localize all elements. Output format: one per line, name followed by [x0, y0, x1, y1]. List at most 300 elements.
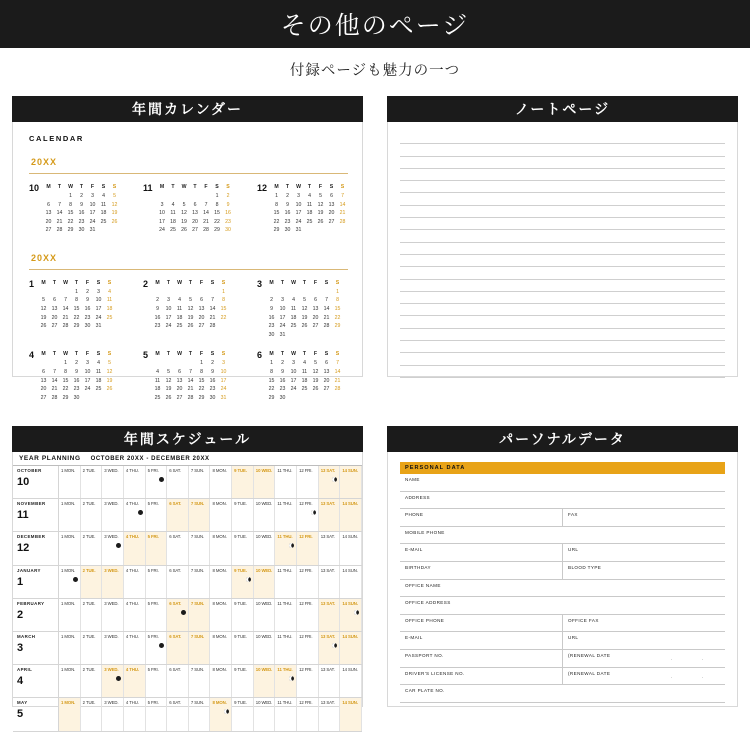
planning-day-cell[interactable] [81, 632, 103, 664]
calendar-day: 14 [62, 306, 69, 313]
planning-day-cell[interactable] [59, 698, 81, 730]
planning-day-cell[interactable] [254, 665, 276, 697]
calendar-dow-cell: T [171, 184, 175, 190]
planning-day-cell[interactable] [81, 466, 103, 498]
planning-day-cell[interactable] [146, 632, 168, 664]
planning-day-label: 1 MON. [61, 600, 76, 606]
note-line[interactable] [400, 169, 725, 181]
calendar-day: 18 [290, 314, 297, 321]
calendar-day: 13 [176, 377, 183, 384]
personal-data-field[interactable]: BLOOD TYPE [562, 562, 725, 579]
calendar-day: 2 [156, 297, 159, 304]
planning-day-cell[interactable] [102, 599, 124, 631]
personal-data-field[interactable]: (RENEWAL DATE . . [562, 668, 725, 685]
calendar-dow-row [157, 184, 234, 190]
calendar-day: 13 [198, 306, 205, 313]
calendar-days-grid [38, 288, 115, 331]
calendar-day: 2 [270, 297, 273, 304]
planning-day-label: 5 FRI. [147, 468, 159, 473]
note-line[interactable] [400, 157, 725, 169]
planning-day-cell[interactable] [340, 499, 362, 531]
planning-day-cell[interactable] [275, 665, 297, 697]
planning-day-cell[interactable] [232, 632, 254, 664]
planning-day-cell[interactable] [146, 499, 168, 531]
calendar-day: 10 [220, 368, 227, 375]
planning-day-cell[interactable] [102, 566, 124, 598]
planning-day-cell[interactable] [232, 665, 254, 697]
calendar-dow-cell: F [313, 351, 318, 358]
personal-data-field-spacer[interactable] [563, 685, 726, 702]
note-line[interactable] [400, 329, 725, 341]
calendar-month-head [257, 351, 345, 402]
calendar-day: 15 [198, 377, 205, 384]
calendar-day-blank [174, 288, 185, 297]
planning-day-cell[interactable] [146, 532, 168, 564]
calendar-day: 20 [51, 314, 58, 321]
planning-day-cell[interactable] [146, 665, 168, 697]
planning-day-cell[interactable] [102, 665, 124, 697]
personal-data-row [400, 527, 725, 545]
calendar-day: 23 [279, 386, 286, 393]
planning-day-label: 8 MON. [212, 600, 227, 606]
panel-grid [0, 90, 750, 750]
planning-day-cell[interactable] [81, 532, 103, 564]
planning-day-cell[interactable] [210, 466, 232, 498]
planning-day-label: 11 THU. [277, 633, 293, 639]
note-line[interactable] [400, 267, 725, 279]
calendar-day: 29 [268, 394, 275, 401]
calendar-day: 15 [334, 306, 341, 313]
planning-day-cell[interactable] [189, 698, 211, 730]
note-line[interactable] [400, 206, 725, 218]
personal-data-field[interactable]: ADDRESS [405, 494, 431, 500]
planning-day-cell[interactable] [59, 665, 81, 697]
calendar-day: 31 [220, 394, 227, 401]
calendar-dow-row [152, 351, 229, 357]
calendar-day: 20 [45, 218, 52, 225]
planning-day-label: 4 THU. [125, 633, 139, 639]
planning-day-cell[interactable] [340, 466, 362, 498]
planning-day-cell[interactable] [340, 632, 362, 664]
planning-day-cell[interactable] [297, 466, 319, 498]
note-line[interactable] [400, 341, 725, 353]
calendar-day: 7 [341, 193, 344, 199]
planning-day-cell[interactable] [275, 466, 297, 498]
calendar-day: 17 [84, 377, 91, 384]
calendar-day: 4 [308, 193, 311, 199]
personal-data-field[interactable]: URL [562, 632, 725, 649]
planning-day-cell[interactable] [59, 466, 81, 498]
planning-day-cell[interactable] [189, 566, 211, 598]
calendar-day: 8 [200, 368, 203, 375]
calendar-day: 27 [45, 227, 52, 234]
planning-day-cell[interactable] [59, 566, 81, 598]
calendar-day: 9 [156, 306, 159, 313]
planning-day-label: 9 TUE. [234, 468, 247, 473]
calendar-dow-cell: T [307, 184, 312, 190]
personal-data-field[interactable]: E-MAIL [405, 547, 423, 553]
personal-data-field[interactable]: OFFICE FAX [562, 615, 725, 632]
personal-data-field[interactable]: BIRTHDAY [405, 564, 432, 570]
planning-day-cell[interactable] [254, 499, 276, 531]
calendar-day: 18 [170, 218, 176, 225]
planning-day-cell[interactable] [124, 599, 146, 631]
planning-day-cell[interactable] [81, 698, 103, 730]
planning-day-cell[interactable] [232, 532, 254, 564]
planning-day-cell[interactable] [146, 698, 168, 730]
planning-day-cell[interactable] [254, 599, 276, 631]
planning-day-cell[interactable] [275, 566, 297, 598]
planning-day-cell[interactable] [189, 665, 211, 697]
planning-day-cell[interactable] [167, 532, 189, 564]
personal-data-field[interactable]: FAX [562, 509, 725, 526]
calendar-day: 28 [187, 394, 194, 401]
planning-day-cell[interactable] [102, 466, 124, 498]
planning-day-label: 11 THU. [277, 501, 293, 507]
planning-day-cell[interactable] [254, 698, 276, 730]
calendar-dow-cell: T [166, 351, 171, 358]
calendar-day: 9 [211, 368, 214, 375]
calendar-day-blank [190, 192, 201, 201]
planning-day-cell[interactable] [59, 532, 81, 564]
new-moon-icon [159, 643, 164, 648]
planning-day-cell[interactable] [210, 499, 232, 531]
calendar-dow-cell: T [302, 279, 307, 286]
calendar-month-head [257, 184, 345, 235]
calendar-day: 18 [100, 210, 107, 217]
header-bar [0, 0, 750, 48]
personal-data-field[interactable]: OFFICE PHONE [405, 617, 445, 623]
personal-data-field[interactable]: CAR PLATE NO. [405, 688, 445, 694]
planning-day-cell[interactable] [167, 698, 189, 730]
planning-day-cell[interactable] [275, 599, 297, 631]
planning-day-cell[interactable] [297, 632, 319, 664]
planning-day-cell[interactable] [297, 698, 319, 730]
personal-data-field-spacer[interactable] [563, 527, 726, 544]
planning-day-cell[interactable] [210, 665, 232, 697]
calendar-day: 14 [51, 377, 58, 384]
personal-data-field[interactable]: OFFICE NAME [405, 582, 441, 588]
personal-data-field-spacer[interactable] [563, 580, 726, 597]
calendar-dow-cell: W [177, 279, 182, 286]
note-line[interactable] [400, 193, 725, 205]
planning-month-name: MAY [17, 700, 28, 706]
planning-day-cells [59, 665, 362, 697]
note-line[interactable] [400, 218, 725, 230]
planning-day-cell[interactable] [340, 599, 362, 631]
planning-day-cell[interactable] [340, 566, 362, 598]
calendar-day: 18 [154, 386, 161, 393]
calendar-day-blank [49, 288, 60, 297]
calendar-dow-cell: S [112, 184, 117, 190]
planning-day-cell[interactable] [81, 566, 103, 598]
personal-data-field[interactable]: URL [562, 544, 725, 561]
planning-day-label: 1 MON. [61, 633, 76, 639]
planning-day-cell[interactable] [254, 566, 276, 598]
calendar-day: 9 [281, 368, 284, 375]
planning-day-cell[interactable] [81, 499, 103, 531]
planning-day-cell[interactable] [340, 532, 362, 564]
calendar-day: 16 [84, 306, 91, 313]
personal-data-field[interactable]: E-MAIL [405, 635, 423, 641]
calendar-day: 6 [314, 297, 317, 304]
calendar-day: 9 [270, 306, 273, 313]
planning-day-cell[interactable] [275, 532, 297, 564]
planning-day-label: 9 TUE. [234, 501, 247, 507]
planning-day-cell[interactable] [232, 499, 254, 531]
planning-day-label: 11 THU. [277, 700, 293, 706]
planning-day-cell[interactable] [167, 632, 189, 664]
calendar-day: 4 [156, 368, 159, 375]
calendar-day: 6 [42, 368, 45, 375]
planning-day-cell[interactable] [319, 698, 341, 730]
planning-day-cell[interactable] [146, 599, 168, 631]
planning-day-cell[interactable] [189, 632, 211, 664]
planning-day-cell[interactable] [232, 599, 254, 631]
planning-day-cell[interactable] [340, 665, 362, 697]
planning-day-cell[interactable] [297, 532, 319, 564]
calendar-month-number: 6 [257, 350, 263, 361]
calendar-day: 12 [317, 201, 324, 208]
planning-day-cell[interactable] [232, 566, 254, 598]
calendar-day-blank [168, 192, 179, 201]
planning-day-cell[interactable] [232, 466, 254, 498]
calendar-day: 11 [170, 210, 176, 217]
calendar-day: 3 [281, 297, 284, 304]
planning-day-cell[interactable] [189, 532, 211, 564]
calendar-day: 28 [51, 394, 58, 401]
calendar-day: 2 [75, 360, 78, 367]
personal-data-field-spacer[interactable] [563, 597, 726, 614]
calendar-day-blank [207, 288, 218, 297]
calendar-day: 22 [268, 386, 275, 393]
calendar-day: 24 [95, 314, 102, 321]
planning-day-cell[interactable] [59, 632, 81, 664]
planning-day-cell[interactable] [59, 599, 81, 631]
planning-day-cell[interactable] [210, 698, 232, 730]
personal-data-field[interactable]: PASSPORT NO. [405, 652, 444, 658]
planning-day-cell[interactable] [254, 632, 276, 664]
note-line[interactable] [400, 230, 725, 242]
calendar-day: 22 [198, 386, 205, 393]
planning-day-cell[interactable] [275, 499, 297, 531]
planning-day-cell[interactable] [275, 698, 297, 730]
planning-day-label: 3 WED. [104, 667, 119, 673]
planning-day-cell[interactable] [297, 499, 319, 531]
planning-day-cell[interactable] [102, 499, 124, 531]
planning-day-label: 13 SAT. [320, 468, 335, 473]
planning-day-cell[interactable] [210, 566, 232, 598]
note-line[interactable] [400, 292, 725, 304]
calendar-month-number: 2 [143, 278, 149, 289]
planning-day-cell[interactable] [167, 599, 189, 631]
calendar-day: 10 [290, 368, 297, 375]
panel-note-body [387, 122, 738, 377]
calendar-day: 13 [51, 306, 58, 313]
personal-data-row [400, 544, 725, 562]
planning-day-label: 3 WED. [104, 468, 119, 473]
planning-day-cell[interactable] [167, 566, 189, 598]
calendar-day: 9 [75, 368, 78, 375]
planning-month-name: NOVEMBER [17, 501, 46, 507]
planning-day-label: 13 SAT. [320, 534, 335, 540]
planning-day-label: 8 MON. [212, 567, 227, 573]
planning-day-cell[interactable] [319, 632, 341, 664]
calendar-dow-cell: W [63, 279, 68, 286]
planning-day-cell[interactable] [319, 665, 341, 697]
note-line[interactable] [400, 132, 725, 144]
note-line[interactable] [400, 243, 725, 255]
note-line[interactable] [400, 255, 725, 267]
calendar-day: 12 [106, 368, 113, 375]
planning-day-cell[interactable] [146, 466, 168, 498]
calendar-day: 11 [106, 297, 113, 304]
planning-day-cell[interactable] [167, 466, 189, 498]
note-line[interactable] [400, 280, 725, 292]
note-line[interactable] [400, 316, 725, 328]
planning-day-cell[interactable] [254, 466, 276, 498]
personal-data-row [400, 474, 725, 492]
calendar-day: 9 [226, 201, 230, 208]
note-line[interactable] [400, 181, 725, 193]
calendar-day: 15 [214, 210, 220, 217]
planning-day-cell[interactable] [319, 599, 341, 631]
calendar-day: 25 [290, 323, 297, 330]
personal-data-field[interactable]: DRIVER'S LICENSE NO. [405, 670, 465, 676]
personal-data-field[interactable]: OFFICE ADDRESS [405, 600, 451, 606]
calendar-day: 19 [312, 377, 319, 384]
planning-day-cell[interactable] [297, 599, 319, 631]
calendar-day: 1 [64, 360, 67, 367]
calendar-month [29, 351, 117, 402]
personal-data-field[interactable]: (RENEWAL DATE . . [562, 650, 725, 667]
planning-day-cell[interactable] [124, 632, 146, 664]
planning-day-label: 11 THU. [277, 600, 293, 606]
calendar-dow-cell: T [302, 351, 307, 358]
planning-day-cell[interactable] [254, 532, 276, 564]
planning-row [13, 665, 362, 698]
calendar-day: 10 [84, 368, 91, 375]
planning-day-cell[interactable] [340, 698, 362, 730]
calendar-day: 25 [100, 218, 107, 225]
note-line[interactable] [400, 366, 725, 378]
calendar-day: 16 [73, 377, 80, 384]
calendar-day: 21 [334, 377, 341, 384]
planning-day-cell[interactable] [210, 532, 232, 564]
planning-day-cell[interactable] [124, 499, 146, 531]
calendar-dow-cell: S [221, 279, 226, 286]
planning-day-cell[interactable] [189, 599, 211, 631]
calendar-day: 31 [95, 323, 102, 330]
note-line[interactable] [400, 144, 725, 156]
planning-day-label: 12 FRI. [299, 468, 313, 473]
planning-day-cell[interactable] [210, 599, 232, 631]
calendar-day: 6 [53, 297, 56, 304]
personal-data-field-spacer[interactable] [563, 492, 726, 509]
planning-day-cell[interactable] [124, 698, 146, 730]
calendar-days-grid [152, 288, 229, 331]
panel-note [375, 90, 750, 420]
planning-day-cell[interactable] [189, 499, 211, 531]
planning-day-cell[interactable] [102, 698, 124, 730]
calendar-day: 28 [339, 218, 346, 225]
planning-day-cell[interactable] [189, 466, 211, 498]
planning-day-label: 4 THU. [125, 468, 139, 473]
planning-day-cell[interactable] [124, 566, 146, 598]
personal-data-field[interactable]: PHONE [405, 512, 424, 518]
planning-day-cell[interactable] [319, 566, 341, 598]
calendar-dow-cell: S [324, 351, 329, 358]
planning-day-cell[interactable] [81, 665, 103, 697]
calendar-day: 10 [295, 201, 302, 208]
planning-day-cells [59, 698, 362, 730]
personal-data-row [400, 650, 725, 668]
calendar-day: 13 [192, 210, 198, 217]
planning-day-cell[interactable] [124, 466, 146, 498]
planning-day-cell[interactable] [232, 698, 254, 730]
full-moon-icon [332, 477, 337, 482]
calendar-day: 5 [167, 368, 170, 375]
calendar-day: 3 [86, 360, 89, 367]
planning-day-cell[interactable] [59, 499, 81, 531]
planning-day-cell[interactable] [319, 466, 341, 498]
calendar-month-number: 12 [257, 183, 268, 193]
planning-day-label: 8 MON. [212, 534, 227, 540]
calendar-day: 2 [211, 360, 214, 367]
calendar-dow-cell: S [101, 184, 106, 190]
planning-day-cell[interactable] [124, 532, 146, 564]
planning-day-cell[interactable] [297, 665, 319, 697]
planning-day-label: 13 SAT. [320, 700, 335, 706]
planning-day-cell[interactable] [319, 532, 341, 564]
planning-day-cell[interactable] [167, 665, 189, 697]
page-title: その他のページ [280, 12, 470, 40]
calendar-day: 12 [40, 306, 47, 313]
planning-day-cell[interactable] [297, 566, 319, 598]
planning-day-cells [59, 466, 362, 498]
calendar-dow-cell: S [96, 351, 101, 358]
planning-day-cell[interactable] [81, 599, 103, 631]
planning-day-cell[interactable] [275, 632, 297, 664]
planning-day-cell[interactable] [102, 632, 124, 664]
calendar-day: 8 [222, 297, 225, 304]
calendar-day-blank [54, 192, 65, 201]
planning-row [13, 466, 362, 499]
calendar-day: 19 [106, 377, 113, 384]
planning-day-cells [59, 499, 362, 531]
calendar-day: 18 [95, 377, 102, 384]
calendar-day: 14 [187, 377, 194, 384]
calendar-dow-cell: T [188, 351, 193, 358]
personal-data-field[interactable]: MOBILE PHONE [405, 529, 445, 535]
note-line[interactable] [400, 353, 725, 365]
planning-day-cell[interactable] [167, 499, 189, 531]
planning-day-cell[interactable] [210, 632, 232, 664]
personal-data-field[interactable]: NAME [405, 477, 420, 482]
planning-day-cell[interactable] [102, 532, 124, 564]
calendar-day: 23 [154, 323, 161, 330]
planning-day-cell[interactable] [146, 566, 168, 598]
planning-day-cell[interactable] [319, 499, 341, 531]
personal-data-field-spacer[interactable] [563, 474, 726, 491]
calendar-day: 30 [78, 227, 85, 234]
calendar-day: 17 [165, 314, 172, 321]
planning-day-label: 7 SUN. [190, 534, 205, 540]
planning-day-cell[interactable] [124, 665, 146, 697]
planning-day-label: 8 MON. [212, 468, 227, 473]
planning-day-label: 3 WED. [104, 534, 119, 540]
note-line[interactable] [400, 304, 725, 316]
